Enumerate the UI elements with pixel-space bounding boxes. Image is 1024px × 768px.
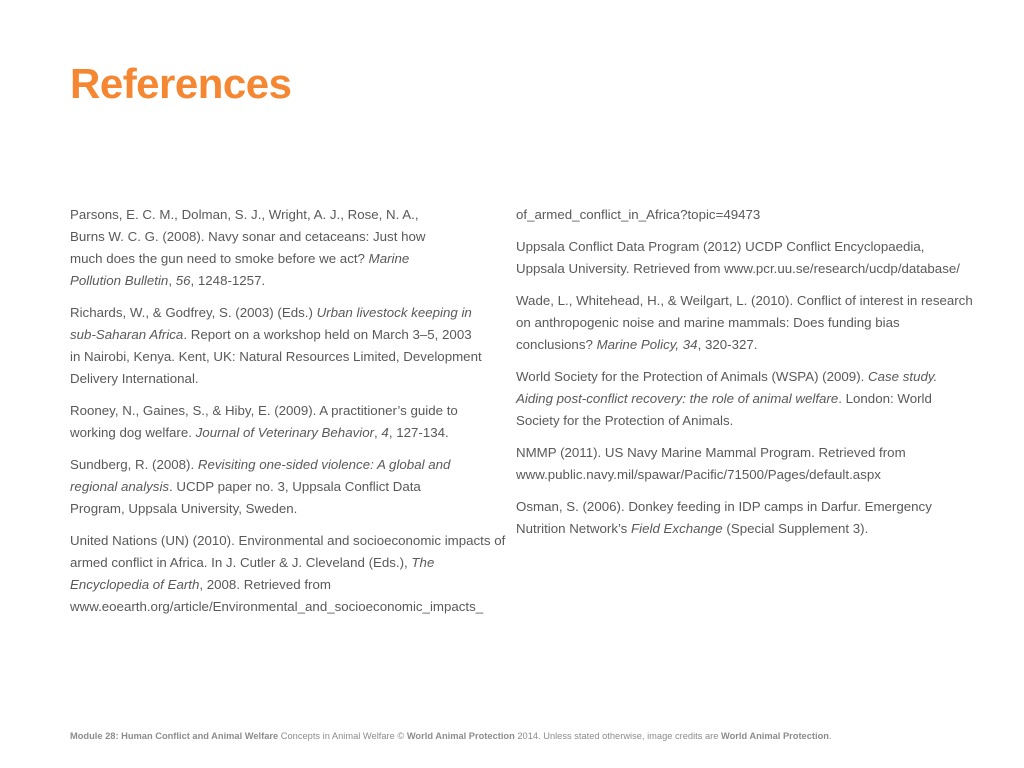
text-run: Wade, L., Whitehead, H., & Weilgart, L. (2010). Conflict of interest in research on anthropogenic noise and marine mammals: Does funding bias conclusions? bbox=[516, 293, 973, 352]
text-run: , bbox=[374, 425, 382, 440]
text-run: . UCDP paper no. 3, Uppsala Conflict Data Program, Uppsala University, Sweden. bbox=[70, 479, 421, 516]
reference-entry bbox=[516, 290, 976, 356]
reference-entry bbox=[70, 530, 512, 618]
italic-text: The Encyclopedia of Earth bbox=[70, 555, 435, 592]
text-run: 2014. Unless stated otherwise, image credits are bbox=[514, 731, 721, 741]
text-run: NMMP (2011). US Navy Marine Mammal Program. Retrieved from www.public.navy.mil/spawar/Pacific/71500/Pages/default.aspx bbox=[516, 445, 906, 482]
text-run: Osman, S. (2006). Donkey feeding in IDP camps in Darfur. Emergency Nutrition Network’s bbox=[516, 499, 932, 536]
text-run: , 1248-1257. bbox=[190, 273, 266, 288]
text-run: . Report on a workshop held on March 3–5, 2003 in Nairobi, Kenya. Kent, UK: Natural Resources Limited, Development Delivery International. bbox=[70, 327, 482, 386]
bold-text: Module 28: Human Conflict and Animal Welfare bbox=[70, 731, 279, 741]
text-run: , 127-134. bbox=[388, 425, 449, 440]
references-left-column bbox=[70, 204, 512, 628]
text-run: of_armed_conflict_in_Africa?topic=49473 bbox=[516, 207, 761, 222]
text-run: . bbox=[828, 731, 832, 741]
italic-text: 4 bbox=[381, 425, 389, 440]
italic-text: Marine Policy, 34 bbox=[596, 337, 698, 352]
text-run: United Nations (UN) (2010). Environmental and socioeconomic impacts of armed conflict in Africa. In J. Cutler & J. Cleveland (Eds.), bbox=[70, 533, 506, 570]
text-run: Uppsala Conflict Data Program (2012) UCDP Conflict Encyclopaedia, Uppsala University. Retrieved from www.pcr.uu.se/research/ucdp/database/ bbox=[516, 239, 960, 276]
footer-credits bbox=[70, 731, 832, 741]
reference-entry bbox=[516, 442, 976, 486]
text-run: . London: World Society for the Protection of Animals. bbox=[516, 391, 932, 428]
reference-entry bbox=[516, 204, 976, 226]
text-run: (Special Supplement 3). bbox=[722, 521, 869, 536]
italic-text: 56 bbox=[175, 273, 191, 288]
text-run: , bbox=[168, 273, 176, 288]
italic-text: Field Exchange bbox=[631, 521, 723, 536]
reference-entry bbox=[516, 496, 976, 540]
bold-text: World Animal Protection bbox=[406, 731, 515, 741]
text-run: Concepts in Animal Welfare © bbox=[278, 731, 407, 741]
text-run: , 2008. Retrieved from www.eoearth.org/article/Environmental_and_socioeconomic_impacts_ bbox=[70, 577, 484, 614]
text-run: Sundberg, R. (2008). bbox=[70, 457, 198, 472]
text-run: , 320-327. bbox=[697, 337, 758, 352]
reference-entry bbox=[516, 236, 976, 280]
text-run: Richards, W., & Godfrey, S. (2003) (Eds.) bbox=[70, 305, 317, 320]
italic-text: Revisiting one-sided violence: A global and regional analysis bbox=[70, 457, 451, 494]
reference-entry bbox=[70, 454, 456, 520]
italic-text: Journal of Veterinary Behavior bbox=[195, 425, 375, 440]
text-run: Parsons, E. C. M., Dolman, S. J., Wright, A. J., Rose, N. A., Burns W. C. G. (2008). Navy sonar and cetaceans: Just how much does the gun need to smoke before we act? bbox=[70, 207, 426, 266]
text-run: World Society for the Protection of Animals (WSPA) (2009). bbox=[516, 369, 869, 384]
reference-entry bbox=[70, 400, 494, 444]
page-title: References bbox=[70, 60, 292, 107]
reference-entry bbox=[516, 366, 976, 432]
bold-text: World Animal Protection bbox=[720, 731, 829, 741]
reference-entry bbox=[70, 204, 456, 292]
italic-text: Urban livestock keeping in sub-Saharan Africa bbox=[70, 305, 472, 342]
reference-entry bbox=[70, 302, 482, 390]
references-right-column bbox=[516, 204, 976, 550]
italic-text: Case study. Aiding post-conflict recovery: the role of animal welfare bbox=[516, 369, 938, 406]
text-run: Rooney, N., Gaines, S., & Hiby, E. (2009). A practitioner’s guide to working dog welfare. bbox=[70, 403, 458, 440]
italic-text: Marine Pollution Bulletin bbox=[70, 251, 410, 288]
